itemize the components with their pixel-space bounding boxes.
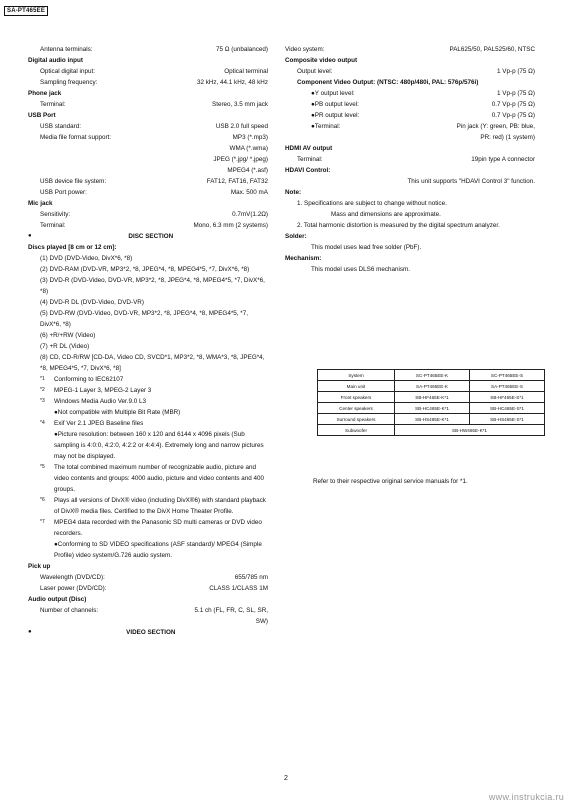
footnote <box>28 495 268 517</box>
footnote <box>28 539 268 561</box>
spec-label: Discs played [8 cm or 12 cm]: <box>28 244 117 251</box>
footnote <box>28 462 268 495</box>
table-cell: SB-HF465E-K*1 <box>395 392 470 403</box>
spec-label: Wavelength (DVD/CD): <box>40 574 105 581</box>
spec-row <box>285 99 535 110</box>
spec-label: Mechanism: <box>285 255 322 262</box>
footnote-marker <box>40 407 54 418</box>
table-cell: SC-PT465EE-K <box>395 370 470 381</box>
spec-row <box>28 352 268 374</box>
spec-row <box>28 605 268 616</box>
table-cell: SB-HS465E-K*1 <box>395 414 470 425</box>
spec-label: This model uses DLS6 mechanism. <box>311 266 411 273</box>
footnote-marker: *6 <box>40 497 45 503</box>
spec-row <box>28 231 268 242</box>
footnote <box>28 407 268 418</box>
spec-value: Mono, 6.3 mm (2 systems) <box>193 222 268 229</box>
spec-row <box>28 143 268 154</box>
spec-value: JPEG (*.jpg/ *.jpeg) <box>213 156 268 163</box>
spec-value: FAT12, FAT16, FAT32 <box>206 178 268 185</box>
spec-value: 5.1 ch (FL, FR, C, SL, SR, <box>194 607 268 614</box>
spec-row <box>28 77 268 88</box>
spec-row <box>28 627 268 638</box>
spec-label: Video system: <box>285 46 325 53</box>
spec-row <box>28 275 268 297</box>
spec-value: MPEG4 (*.asf) <box>227 167 268 174</box>
table-row <box>318 425 545 436</box>
spec-row <box>285 264 535 275</box>
right-spec-column <box>285 44 535 275</box>
spec-row <box>285 110 535 121</box>
spec-label: Note: <box>285 189 302 196</box>
footnote-marker <box>40 429 54 462</box>
footnote-text: Conforming to IEC62107 <box>54 376 124 383</box>
footnote <box>28 374 268 385</box>
spec-row <box>28 154 268 165</box>
spec-label: This model uses lead free solder (PbF). <box>311 244 422 251</box>
spec-label: Terminal: <box>40 101 66 108</box>
spec-row <box>285 253 535 264</box>
footnote-marker: *2 <box>40 387 45 393</box>
spec-row <box>28 341 268 352</box>
table-cell: SB-HW465E-K*1 <box>395 425 545 436</box>
footnote-marker <box>40 539 54 561</box>
spec-row <box>28 198 268 209</box>
spec-row <box>28 121 268 132</box>
spec-label: (7) +R DL (Video) <box>40 343 90 350</box>
spec-row <box>285 209 535 220</box>
spec-label: Sampling frequency: <box>40 79 98 86</box>
footnote-text: Plays all versions of DivX® video (including DivX®6) with standard playback of DivX® media files. Certified to the DivX Home Theater Profile. <box>54 497 266 515</box>
footnote-text: ●Not compatible with Multiple Bit Rate (MBR) <box>54 409 181 416</box>
spec-row <box>285 77 535 88</box>
spec-row <box>28 616 268 627</box>
spec-label: ●PR output level: <box>311 112 360 119</box>
spec-row <box>28 330 268 341</box>
spec-label: Terminal: <box>40 222 66 229</box>
footnote-marker: *1 <box>40 376 45 382</box>
spec-label: ●Terminal: <box>311 123 341 130</box>
footnote-text: Windows Media Audio Ver.9.0 L3 <box>54 398 147 405</box>
footnote <box>28 396 268 407</box>
spec-value: 19pin type A connector <box>471 156 535 163</box>
table-cell: SA-PT465EE-S <box>470 381 545 392</box>
spec-row <box>285 154 535 165</box>
spec-value: 75 Ω (unbalanced) <box>216 46 268 53</box>
spec-row <box>285 187 535 198</box>
spec-row <box>285 66 535 77</box>
spec-row <box>28 242 268 253</box>
spec-label: Audio output (Disc) <box>28 596 87 603</box>
spec-row <box>285 220 535 231</box>
spec-value: 0.7 Vp-p (75 Ω) <box>491 112 535 119</box>
spec-label: ● VIDEO SECTION <box>126 629 176 636</box>
footnote <box>28 517 268 539</box>
spec-row <box>28 297 268 308</box>
spec-value: Max. 500 mA <box>230 189 268 196</box>
footnote-marker: *7 <box>40 519 45 525</box>
spec-row <box>285 88 535 99</box>
spec-row <box>28 220 268 231</box>
spec-row <box>285 165 535 176</box>
spec-label: 1. Specifications are subject to change without notice. <box>297 200 447 207</box>
spec-value: 0.7mV(1.2Ω) <box>232 211 268 218</box>
spec-row <box>28 264 268 275</box>
table-cell: System <box>318 370 395 381</box>
spec-row <box>28 132 268 143</box>
table-cell: SB-HF465E-S*1 <box>470 392 545 403</box>
spec-value: SW) <box>255 618 268 625</box>
spec-value: USB 2.0 full speed <box>215 123 268 130</box>
spec-row <box>285 132 535 143</box>
spec-row <box>285 242 535 253</box>
spec-row <box>28 561 268 572</box>
spec-value: CLASS 1/CLASS 1M <box>209 585 268 592</box>
spec-label: HDAVI Control: <box>285 167 331 174</box>
spec-row <box>28 88 268 99</box>
spec-label: Media file format support: <box>40 134 112 141</box>
footnote-text: MPEG-1 Layer 3, MPEG-2 Layer 3 <box>54 387 152 394</box>
spec-label: Pick up <box>28 563 51 570</box>
spec-label: USB device file system: <box>40 178 107 185</box>
footnote <box>28 418 268 429</box>
spec-label: Laser power (DVD/CD): <box>40 585 107 592</box>
spec-value: 1 Vp-p (75 Ω) <box>497 90 535 97</box>
spec-value: MP3 (*.mp3) <box>232 134 268 141</box>
spec-row <box>285 44 535 55</box>
spec-row <box>28 572 268 583</box>
table-cell: Surround speakers <box>318 414 395 425</box>
spec-value: 1 Vp-p (75 Ω) <box>497 68 535 75</box>
footnote-text: ●Conforming to SD VIDEO specifications (ASF standard)/ MPEG4 (Simple Profile) video system/G.726 audio system. <box>54 541 262 559</box>
spec-label: Solder: <box>285 233 307 240</box>
spec-row <box>285 231 535 242</box>
table-row <box>318 403 545 414</box>
spec-row <box>28 110 268 121</box>
footnote-marker: *5 <box>40 464 45 470</box>
footnote-text: MPEG4 data recorded with the Panasonic SD multi cameras or DVD video recorders. <box>54 519 262 537</box>
spec-label: USB Port power: <box>40 189 87 196</box>
spec-row <box>28 99 268 110</box>
spec-value: 655/785 nm <box>234 574 268 581</box>
spec-label: (6) +R/+RW (Video) <box>40 332 96 339</box>
spec-label: Mic jack <box>28 200 53 207</box>
spec-label: (2) DVD-RAM (DVD-VR, MP3*2, *8, JPEG*4, *8, MPEG4*5, *7, DivX*6, *8) <box>40 266 250 273</box>
table-row <box>318 414 545 425</box>
spec-row <box>28 209 268 220</box>
spec-value: 0.7 Vp-p (75 Ω) <box>491 101 535 108</box>
footnote <box>28 385 268 396</box>
spec-label: (4) DVD-R DL (DVD-Video, DVD-VR) <box>40 299 144 306</box>
spec-label: Composite video output <box>285 57 358 64</box>
spec-value: PAL625/50, PAL525/60, NTSC <box>449 46 535 53</box>
spec-row <box>28 253 268 264</box>
spec-label: Phone jack <box>28 90 62 97</box>
spec-value: 32 kHz, 44.1 kHz, 48 kHz <box>196 79 268 86</box>
table-cell: Front speakers <box>318 392 395 403</box>
spec-label: (5) DVD-RW (DVD-Video, DVD-VR, MP3*2, *8, JPEG*4, *8, MPEG4*5, *7, DivX*6, *8) <box>40 310 248 328</box>
spec-label: (8) CD, CD-R/RW [CD-DA, Video CD, SVCD*1, MP3*2, *8, WMA*3, *8, JPEG*4, *8, MPEG4*5, *7, DivX*6, *8] <box>40 354 265 372</box>
refer-note: Refer to their respective original service manuals for *1. <box>313 478 468 485</box>
table-cell: Subwoofer <box>318 425 395 436</box>
spec-label: ● DISC SECTION <box>128 233 174 240</box>
footnote-text: ●Picture resolution: between 160 x 120 and 6144 x 4096 pixels (Sub sampling is 4:0:0, 4:2:0, 4:2:2 or 4:4:4). Extremely long and narrow pictures may not be displayed. <box>54 431 264 460</box>
spec-row <box>285 143 535 154</box>
spec-label: 2. Total harmonic distortion is measured by the digital spectrum analyzer. <box>297 222 500 229</box>
spec-row <box>28 583 268 594</box>
table-cell: SA-PT465EE-K <box>395 381 470 392</box>
spec-label: Optical digital input: <box>40 68 95 75</box>
spec-row <box>28 66 268 77</box>
spec-row <box>285 198 535 209</box>
spec-value: PR: red) (1 system) <box>480 134 535 141</box>
table-cell: SB-HS465E-S*1 <box>470 414 545 425</box>
spec-row <box>28 594 268 605</box>
table-cell: SB-HC465E-S*1 <box>470 403 545 414</box>
spec-row <box>28 165 268 176</box>
spec-label: Antenna terminals: <box>40 46 93 53</box>
spec-label: (3) DVD-R (DVD-Video, DVD-VR, MP3*2, *8, JPEG*4, *8, MPEG4*5, *7, DivX*6, *8) <box>40 277 265 295</box>
spec-value: Optical terminal <box>224 68 268 75</box>
spec-row <box>28 308 268 330</box>
model-tag: SA-PT465EE <box>4 6 48 16</box>
watermark: www.instrukcia.ru <box>488 792 564 802</box>
spec-row <box>285 55 535 66</box>
footnote-text: Exif Ver 2.1 JPEG Baseline files <box>54 420 144 427</box>
spec-row <box>28 176 268 187</box>
spec-row <box>28 187 268 198</box>
spec-value: WMA (*.wma) <box>229 145 268 152</box>
spec-label: Mass and dimensions are approximate. <box>331 211 441 218</box>
table-cell: Center speakers <box>318 403 395 414</box>
spec-label: HDMI AV output <box>285 145 333 152</box>
left-spec-column <box>28 44 268 638</box>
table-cell: Main unit <box>318 381 395 392</box>
spec-label: Terminal: <box>297 156 323 163</box>
spec-row <box>285 121 535 132</box>
table-row <box>318 370 545 381</box>
footnote <box>28 429 268 462</box>
spec-label: Sensitivity: <box>40 211 71 218</box>
spec-label: ●PB output level: <box>311 101 359 108</box>
spec-label: Component Video Output: (NTSC: 480p/480i, PAL: 576p/576i) <box>297 79 479 86</box>
spec-value: Stereo, 3.5 mm jack <box>212 101 268 108</box>
spec-value: This unit supports "HDAVI Control 3" function. <box>407 178 535 185</box>
spec-label: Number of channels: <box>40 607 99 614</box>
page-number: 2 <box>284 775 288 782</box>
table-row <box>318 392 545 403</box>
spec-label: (1) DVD (DVD-Video, DivX*6, *8) <box>40 255 133 262</box>
spec-row <box>28 55 268 66</box>
spec-label: USB standard: <box>40 123 81 130</box>
spec-value: Pin jack (Y: green, PB: blue, <box>456 123 535 130</box>
footnote-marker: *3 <box>40 398 45 404</box>
spec-label: Output level: <box>297 68 333 75</box>
table-cell: SB-HC465E-K*1 <box>395 403 470 414</box>
spec-label: Digital audio input <box>28 57 83 64</box>
footnote-marker: *4 <box>40 420 45 426</box>
spec-label: ●Y output level: <box>311 90 355 97</box>
spec-row <box>285 176 535 187</box>
table-cell: SC-PT465EE-S <box>470 370 545 381</box>
spec-label: USB Port <box>28 112 56 119</box>
spec-row <box>28 44 268 55</box>
footnote-text: The total combined maximum number of recognizable audio, picture and video contents and groups: 4000 audio, picture and video contents and 400 groups. <box>54 464 265 493</box>
table-row <box>318 381 545 392</box>
system-table <box>317 369 545 436</box>
